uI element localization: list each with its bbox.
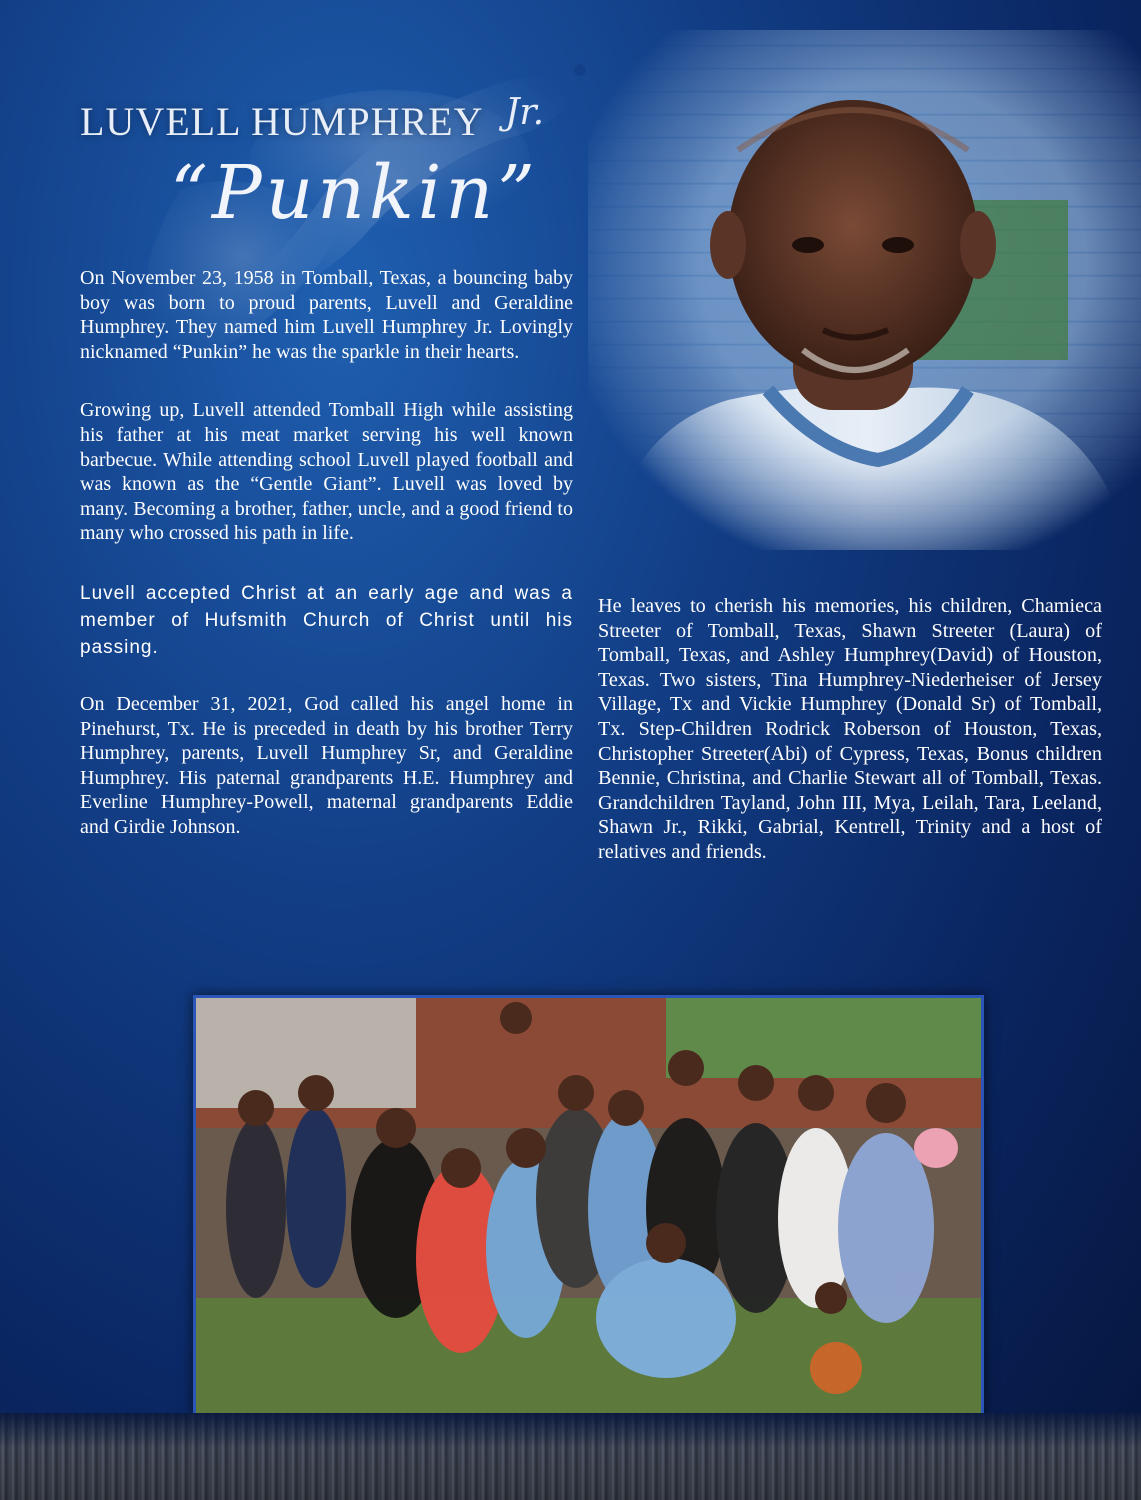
- nickname: “Punkin”: [170, 150, 539, 236]
- faith-paragraph: Luvell accepted Christ at an early age and was a member of Hufsmith Church of Christ until his passing.: [80, 582, 573, 658]
- passing-paragraph: On December 31, 2021, God called his angel home in Pinehurst, Tx. He is preceded in death by his brother Terry Humphrey, parents, Luvell Humphrey Sr, and Geraldine Humphrey. His paternal grandparents H.E. Humphrey and Everline Humphrey-Powell, maternal grandparents Eddie and Girdie Johnson.: [80, 692, 573, 838]
- deceased-name: LUVELL HUMPHREY: [80, 99, 484, 144]
- family-photo-scene: [196, 998, 981, 1416]
- youth-paragraph: Growing up, Luvell attended Tomball High while assisting his father at his meat market serving his well known barbecue. While attending school Luvell played football and was known as the “Gentle Giant”. Luvell was loved by many. Becoming a brother, father, uncle, and a good friend to many who crossed his path in life.: [80, 399, 573, 545]
- obituary-left-column: [80, 266, 573, 874]
- family-group-photo: [193, 995, 984, 1419]
- name-suffix: Jr.: [505, 92, 545, 133]
- birth-paragraph: On November 23, 1958 in Tomball, Texas, a bouncing baby boy was born to proud parents, Luvell and Geraldine Humphrey. They named him Luvell Humphrey Jr. Lovingly nicknamed “Punkin” he was the sparkle in their hearts.: [80, 267, 573, 363]
- decorative-bottom-band: [0, 1413, 1141, 1500]
- portrait-figure: [588, 30, 1141, 550]
- survivors-paragraph: He leaves to cherish his memories, his children, Chamieca Streeter of Tomball, Texas, Shawn Streeter (Laura) of Tomball, Texas, and Ashley Humphrey(David) of Houston, Texas. Two sisters, Tina Humphrey-Niederheiser of Jersey Village, Tx and Vickie Humphrey (Donald Sr) of Tomball, Tx. Step-Children Rodrick Roberson of Houston, Texas, Christopher Streeter(Abi) of Cypress, Texas, Bonus children Bennie, Christina, and Charlie Stewart all of Tomball, Texas. Grandchildren Tayland, John III, Mya, Leilah, Tara, Leeland, Shawn Jr., Rikki, Gabrial, Kentrell, Trinity and a host of relatives and friends.: [598, 595, 1102, 863]
- obituary-right-column: [598, 594, 1102, 865]
- portrait-photo: [588, 30, 1141, 550]
